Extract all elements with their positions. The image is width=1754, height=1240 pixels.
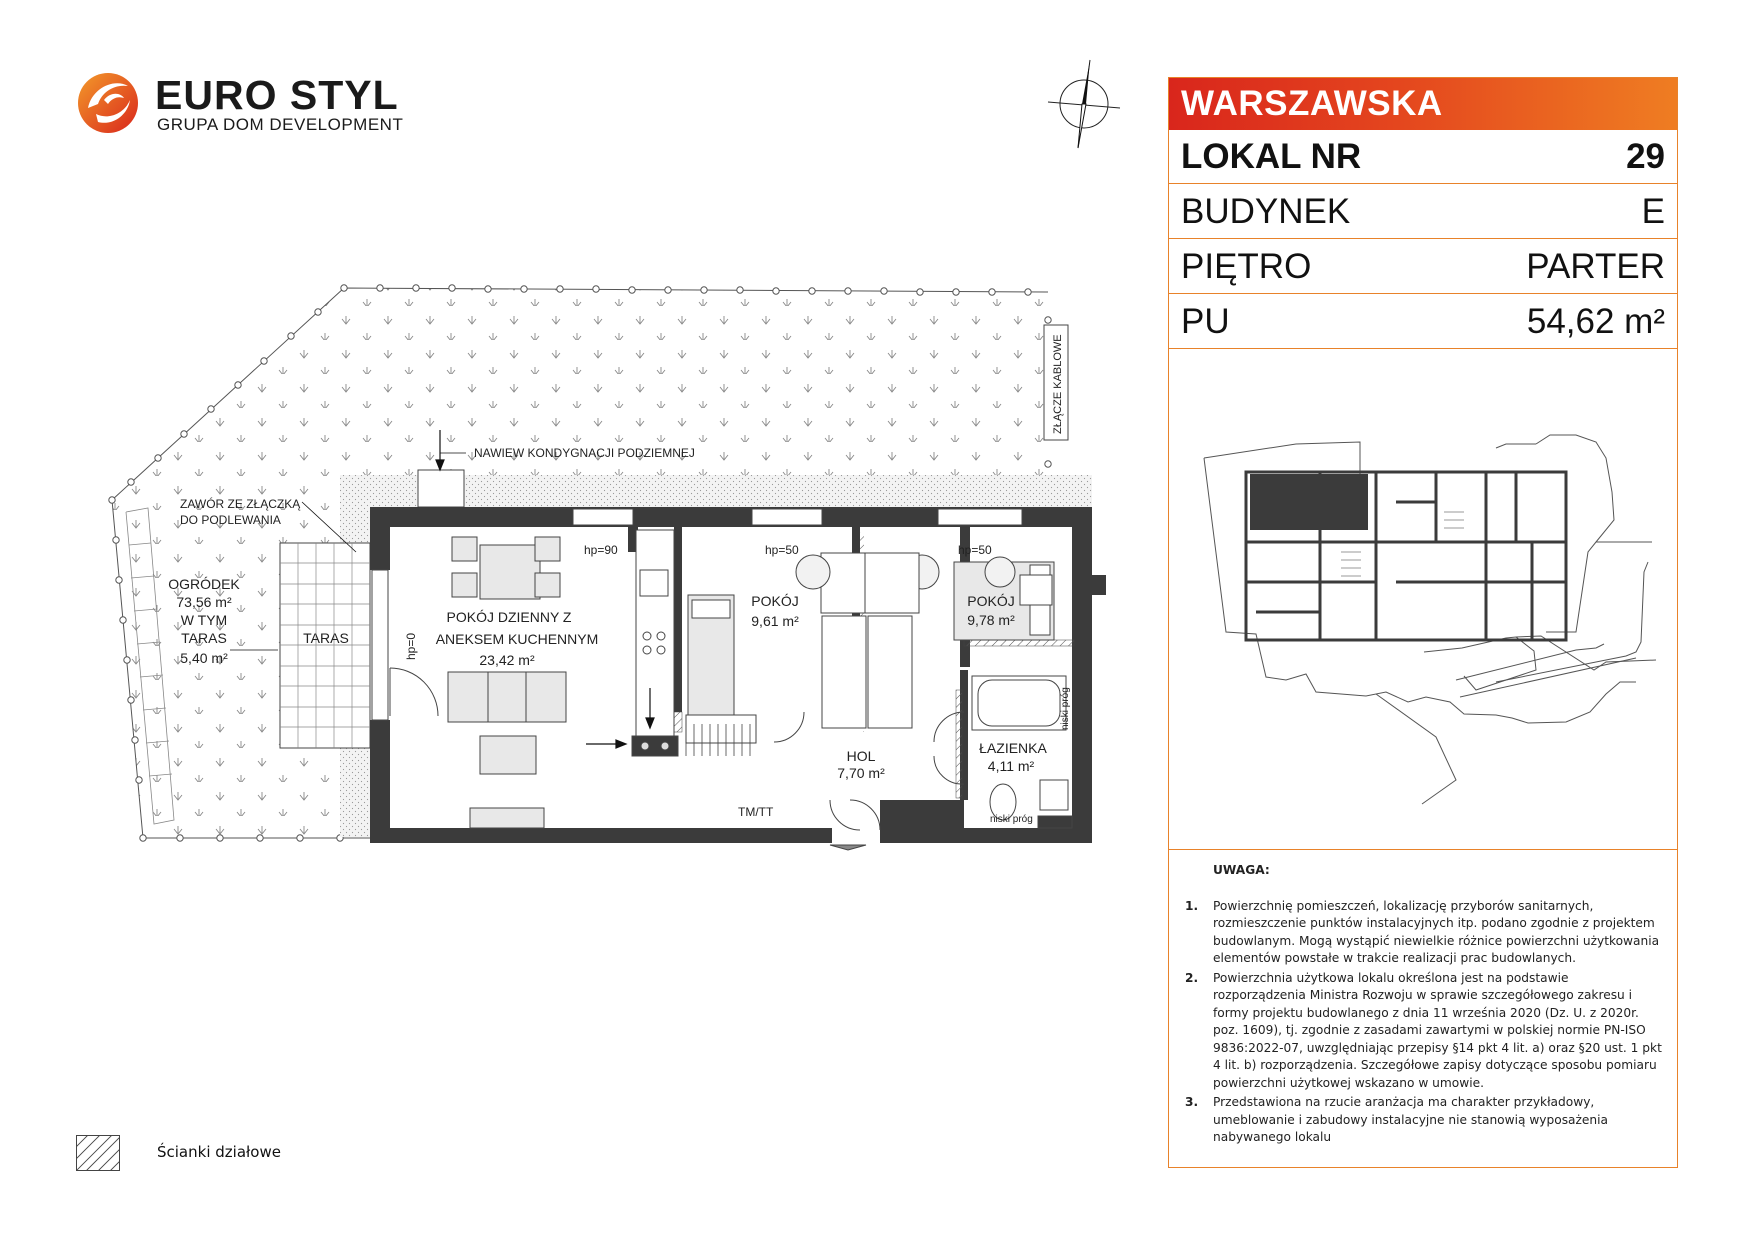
notes-section (1185, 862, 1665, 1149)
garden-label-1: OGRÓDEK (168, 576, 240, 592)
hatched-square-icon (76, 1135, 120, 1171)
room-label-hol: HOL (846, 748, 876, 764)
room-label-pokoj-1: POKÓJ (751, 593, 799, 609)
room-label-lazienka: ŁAZIENKA (979, 740, 1047, 756)
valve-label-2: DO PODLEWANIA (180, 513, 281, 527)
bedroom-1-furniture (686, 553, 939, 743)
row-budynek-label: BUDYNEK (1181, 192, 1351, 231)
panel-divider (1169, 849, 1677, 850)
living-furniture (448, 537, 566, 828)
tmtt-label: TM/TT (738, 805, 774, 819)
building-key-plan (1196, 432, 1658, 827)
hp50-label-2: hp=50 (958, 543, 992, 557)
garden-label-3: W TYM (180, 612, 228, 628)
room-label-pokoj-2: POKÓJ (967, 593, 1015, 609)
investment-name: WARSZAWSKA (1181, 84, 1443, 123)
note-number: 2. (1185, 970, 1199, 985)
room-area-pokoj-2: 9,78 m² (967, 612, 1015, 628)
garden-label-5: 5,40 m² (180, 650, 228, 666)
hp0-label: hp=0 (404, 632, 418, 660)
row-pu-value: 54,62 m² (1526, 302, 1665, 341)
brand-name: EURO STYL (155, 72, 399, 118)
note-text: Przedstawiona na rzucie aranżacja ma charakter przykładowy, umeblowanie i zabudowy instalacyjne nie stanowią wyposażenia nabywanego lokalu (1213, 1095, 1609, 1144)
floor-plan (0, 0, 1130, 900)
row-budynek-value: E (1641, 192, 1665, 231)
hp90-label: hp=90 (584, 543, 618, 557)
room-area-hol: 7,70 m² (837, 765, 885, 781)
row-lokal-label: LOKAL NR (1181, 137, 1362, 176)
low-threshold-label-2: niski próg (1060, 687, 1071, 730)
note-item (1185, 970, 1665, 1093)
ventilation-block (418, 470, 464, 507)
note-number: 3. (1185, 1095, 1199, 1109)
row-budynek (1169, 185, 1677, 239)
room-area-pokoj-1: 9,61 m² (751, 613, 799, 629)
row-lokal-value: 29 (1626, 137, 1665, 176)
note-item (1185, 1094, 1665, 1147)
garden-label-4: TARAS (181, 630, 227, 646)
brand-tagline: GRUPA DOM DEVELOPMENT (157, 115, 404, 134)
note-text: Powierzchnię pomieszczeń, lokalizację przyborów sanitarnych, rozmieszczenie punktów instalacyjnych itp. podano zgodnie z projektem budowlanym. Mogą wystąpić niewielkie różnice powierzchni użytkowania elementów powstałe w trakcie realizacji prac budowlanych. (1213, 898, 1660, 965)
hp50-label-1: hp=50 (765, 543, 799, 557)
notes-title: UWAGA: (1213, 863, 1270, 877)
legend-label: Ścianki działowe (157, 1143, 281, 1161)
valve-label-1: ZAWÓR ZE ZŁĄCZKĄ (180, 497, 301, 511)
note-item (1185, 898, 1665, 968)
row-pietro-value: PARTER (1526, 247, 1665, 286)
room-area-salon: 23,42 m² (479, 652, 535, 668)
low-threshold-label-1: niski próg (990, 814, 1033, 825)
row-pietro (1169, 240, 1677, 294)
ventilation-label: NAWIEW KONDYGNACJI PODZIEMNEJ (474, 446, 695, 460)
cable-connector-label: ZŁĄCZE KABLOWE (1052, 334, 1064, 434)
row-lokal (1169, 130, 1677, 184)
terrace-label: TARAS (303, 630, 349, 646)
kitchen (632, 530, 678, 756)
row-pietro-label: PIĘTRO (1181, 247, 1312, 286)
room-area-lazienka: 4,11 m² (987, 758, 1035, 774)
row-pu-label: PU (1181, 302, 1230, 341)
row-pu (1169, 295, 1677, 349)
room-label-salon-1: POKÓJ DZIENNY Z (446, 609, 572, 625)
note-text: Powierzchnia użytkowa lokalu określona jest na podstawie rozporządzenia Ministra Rozwoju w sprawie szczegółowego zakresu i formy projektu budowlanego z dnia 11 września 2020 (Dz. U. z 2020r. poz. 1609), tj. zgodnie z zasadami zawartymi w polskiej normie PN-ISO 9836:2022-07, uwzględniając przepisy §14 pkt 4 lit. a) oraz §20 ust. 1 pkt 4 lit. b) rozporządzenia. Szczegółowe zapisy dotyczące sposobu pomiaru powierzchni użytkowej wskazano w umowie. (1213, 970, 1662, 1090)
note-number: 1. (1185, 898, 1199, 913)
garden-label-2: 73,56 m² (176, 594, 232, 610)
room-label-salon-2: ANEKSEM KUCHENNYM (435, 631, 599, 647)
investment-header (1169, 78, 1677, 130)
